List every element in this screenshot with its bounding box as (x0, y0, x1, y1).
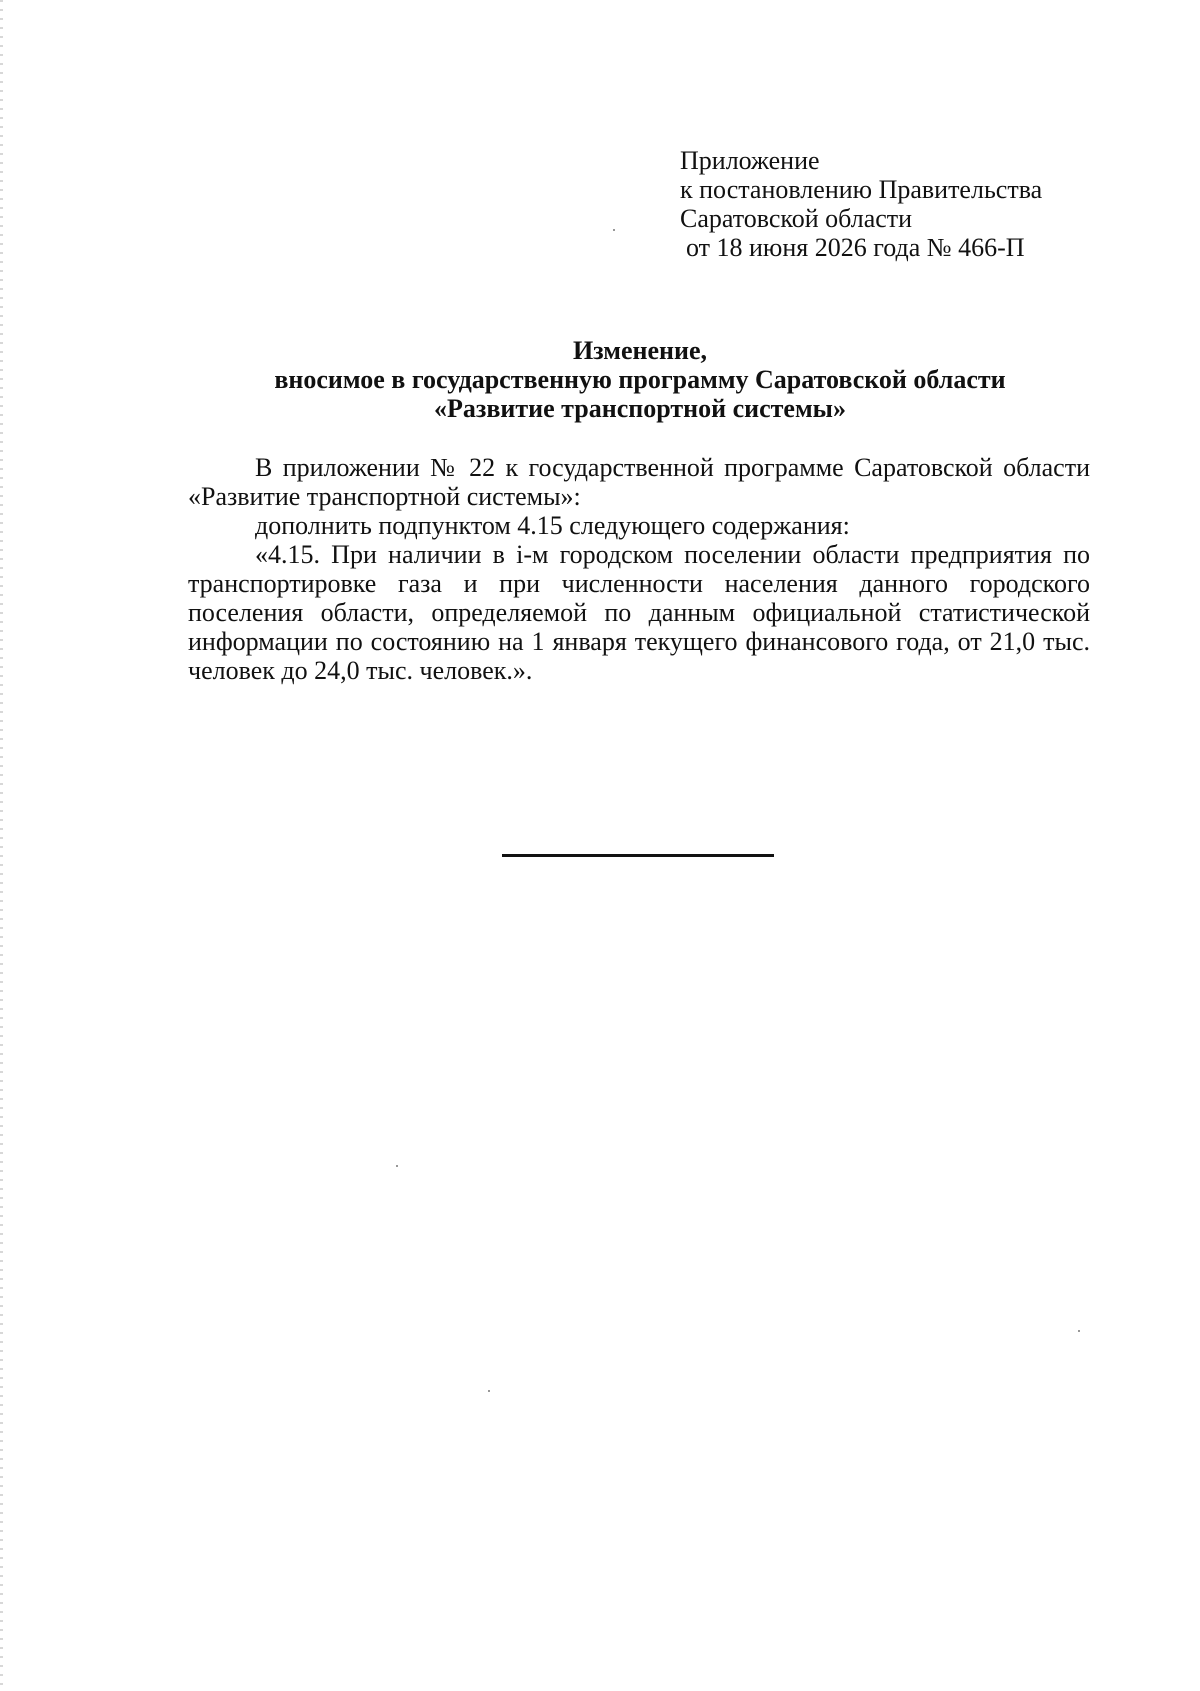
body-paragraph-3: «4.15. При наличии в i-м городском поселении области предприятия по транспортировке газа и при численности населения данного городского поселения области, определяемой по данным официальной статистической информации по состоянию на 1 января текущего финансового года, от 21,0 тыс. человек до 24,0 тыс. человек.». (188, 540, 1090, 685)
scan-speck (396, 1165, 398, 1167)
scan-speck (613, 229, 615, 231)
end-separator-line (502, 854, 774, 857)
appendix-date-number: от 18 июня 2026 года № 466-П (686, 233, 1025, 262)
scan-speck (488, 1390, 490, 1392)
appendix-region: Саратовской области (680, 204, 913, 233)
body-paragraph-1: В приложении № 22 к государственной программе Саратовской области «Развитие транспортной системы»: (188, 453, 1090, 511)
document-body (188, 453, 1090, 685)
heading-title: Изменение, (572, 336, 708, 365)
appendix-reference: к постановлению Правительства (680, 175, 1043, 204)
scan-speck (1078, 1330, 1080, 1332)
heading-subtitle: вносимое в государственную программу Саратовской области (274, 365, 1006, 394)
heading-program-name: «Развитие транспортной системы» (434, 394, 846, 423)
scan-edge-artifact (0, 0, 3, 1691)
document-heading (170, 336, 1110, 423)
appendix-block (680, 146, 1042, 262)
body-paragraph-2: дополнить подпунктом 4.15 следующего содержания: (255, 511, 850, 540)
appendix-title: Приложение (680, 146, 820, 175)
